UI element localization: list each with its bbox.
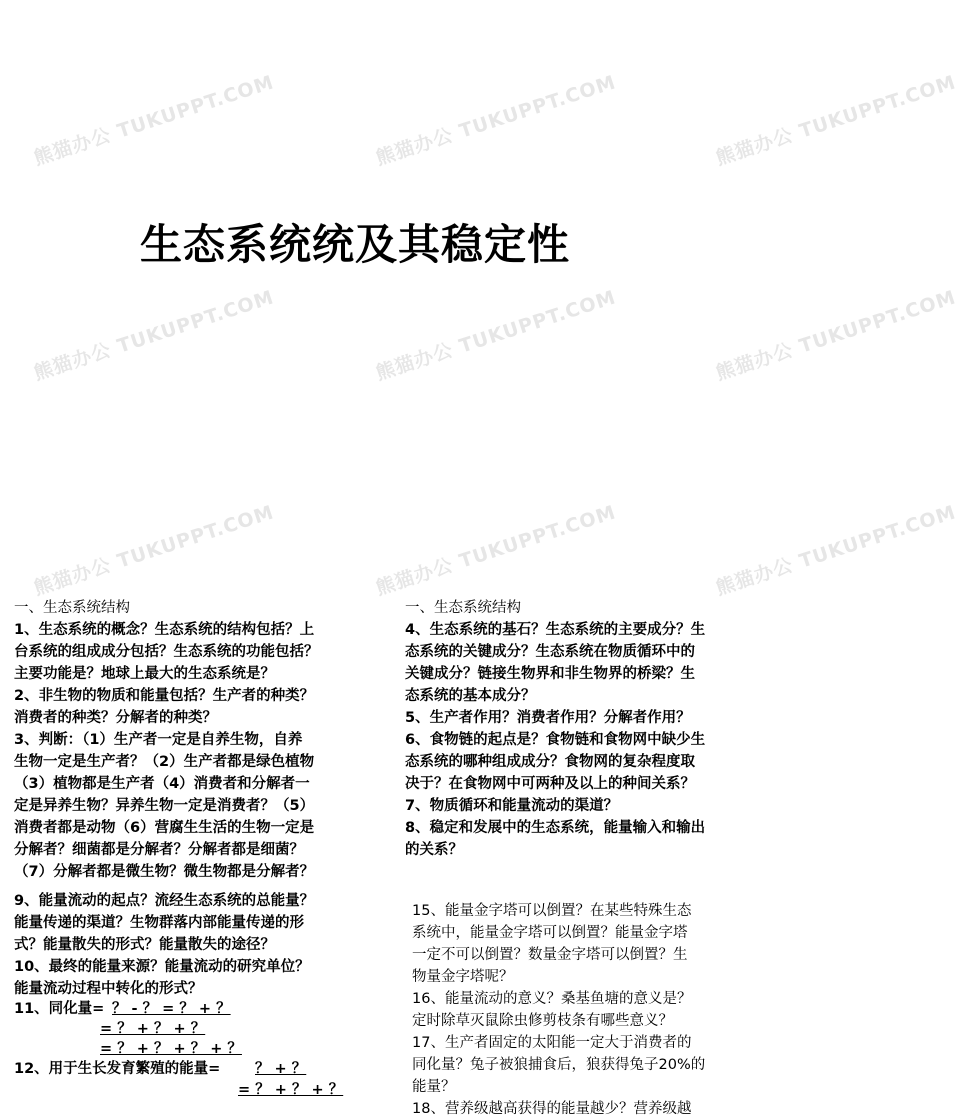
question-line: 分解者？细菌都是分解者？分解者都是细菌？ [14, 842, 304, 858]
left-bottom-section [14, 890, 386, 1000]
section-heading: 一、生态系统结构 [405, 600, 521, 616]
page-title: 生态系统统及其稳定性 [140, 220, 571, 269]
right-top-section [405, 597, 775, 861]
question-line: 态系统的关键成分？生态系统在物质循环中的 [405, 644, 695, 660]
right-bottom-section [412, 900, 776, 1120]
left-top-section [14, 597, 386, 883]
watermark: 熊猫办公 TUKUPPT.COM [373, 286, 619, 385]
equation-11-line: = ？ + ？ + ？ [100, 1021, 206, 1037]
question-line: 生物一定是生产者？（2）生产者都是绿色植物 [14, 754, 315, 770]
watermark: 熊猫办公 TUKUPPT.COM [373, 501, 619, 600]
question-line: 决于？在食物网中可两种及以上的种间关系？ [405, 776, 695, 792]
question-line: 的关系？ [405, 842, 463, 858]
question-line: 态系统的哪种组成成分？食物网的复杂程度取 [405, 754, 695, 770]
question-line: 系统中，能量金字塔可以倒置？能量金字塔 [412, 925, 688, 941]
question-line: 消费者都是动物（6）营腐生生活的生物一定是 [14, 820, 315, 836]
question-line: 主要功能是？地球上最大的生态系统是？ [14, 666, 275, 682]
question-line: （3）植物都是生产者（4）消费者和分解者一 [14, 776, 310, 792]
watermark: 熊猫办公 TUKUPPT.COM [713, 286, 959, 385]
equation-11-line: ？ - ？ = ？ + ？ [112, 1001, 231, 1017]
question-line: 关键成分？链接生物界和非生物界的桥梁？生 [405, 666, 695, 682]
question-line: 7、物质循环和能量流动的渠道？ [405, 798, 619, 814]
question-line: 物量金字塔呢？ [412, 969, 514, 985]
question-line: 3、判断：（1）生产者一定是自养生物，自养 [14, 732, 303, 748]
question-line: 17、生产者固定的太阳能一定大于消费者的 [412, 1035, 692, 1051]
watermark: 熊猫办公 TUKUPPT.COM [31, 501, 277, 600]
question-line: 消费者的种类？分解者的种类？ [14, 710, 217, 726]
question-line: 10、最终的能量来源？能量流动的研究单位？ [14, 959, 310, 975]
question-line: 2、非生物的物质和能量包括？生产者的种类？ [14, 688, 315, 704]
question-line: 台系统的组成成分包括？生态系统的功能包括？ [14, 644, 319, 660]
question-line: 16、能量流动的意义？桑基鱼塘的意义是？ [412, 991, 692, 1007]
question-line: 同化量？兔子被狼捕食后，狼获得兔子20%的 [412, 1057, 706, 1073]
question-line: 8、稳定和发展中的生态系统，能量输入和输出 [405, 820, 706, 836]
question-line: 1、生态系统的概念？生态系统的结构包括？上 [14, 622, 315, 638]
question-line: 定时除草灭鼠除虫修剪枝条有哪些意义？ [412, 1013, 673, 1029]
equation-12-line: ？ + ？ [255, 1061, 307, 1077]
question-line: 式？能量散失的形式？能量散失的途径？ [14, 937, 275, 953]
question-line: 15、能量金字塔可以倒置？在某些特殊生态 [412, 903, 692, 919]
question-line: 定是异养生物？异养生物一定是消费者？（5） [14, 798, 315, 814]
equation-11-line: = ？ + ？ + ？ + ？ [100, 1041, 242, 1057]
equation-12-line: = ？ + ？ + ？ [238, 1082, 344, 1098]
watermark: 熊猫办公 TUKUPPT.COM [713, 71, 959, 170]
watermark: 熊猫办公 TUKUPPT.COM [373, 71, 619, 170]
question-line: 能量流动过程中转化的形式？ [14, 981, 203, 997]
equation-11-label: 11、同化量= [14, 1001, 105, 1017]
question-line: 能量？ [412, 1079, 456, 1095]
section-heading: 一、生态系统结构 [14, 600, 130, 616]
question-line: 18、营养级越高获得的能量越少？营养级越 [412, 1101, 692, 1117]
question-line: 5、生产者作用？消费者作用？分解者作用？ [405, 710, 691, 726]
question-line: （7）分解者都是微生物？微生物都是分解者？ [14, 864, 315, 880]
question-line: 6、食物链的起点是？食物链和食物网中缺少生 [405, 732, 706, 748]
question-line: 9、能量流动的起点？流经生态系统的总能量？ [14, 893, 315, 909]
watermark: 熊猫办公 TUKUPPT.COM [31, 71, 277, 170]
watermark: 熊猫办公 TUKUPPT.COM [31, 286, 277, 385]
question-line: 4、生态系统的基石？生态系统的主要成分？生 [405, 622, 706, 638]
question-line: 一定不可以倒置？数量金字塔可以倒置？生 [412, 947, 688, 963]
question-line: 态系统的基本成分？ [405, 688, 536, 704]
watermark: 熊猫办公 TUKUPPT.COM [713, 501, 959, 600]
equation-12-label: 12、用于生长发育繁殖的能量= [14, 1061, 221, 1077]
question-line: 能量传递的渠道？生物群落内部能量传递的形 [14, 915, 304, 931]
